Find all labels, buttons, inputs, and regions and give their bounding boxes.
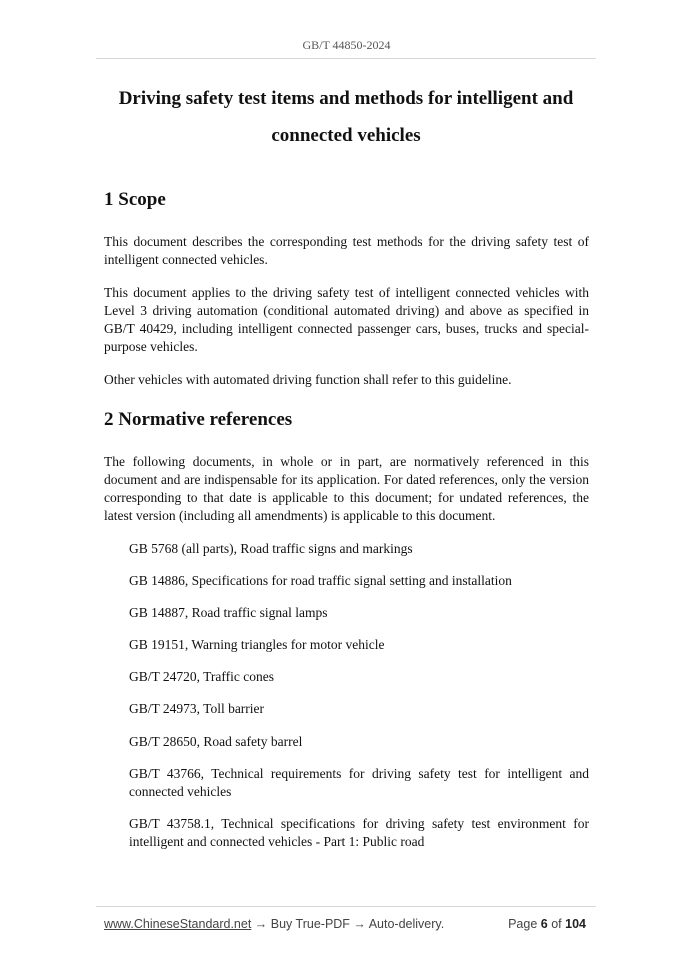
footer-divider <box>96 906 596 907</box>
reference-item-gb-14887: GB 14887, Road traffic signal lamps <box>129 605 328 620</box>
header-divider <box>96 58 596 59</box>
scope-paragraph-3: Other vehicles with automated driving function shall refer to this guideline. <box>104 372 512 387</box>
reference-item-gb-14886: GB 14886, Specifications for road traffic signal setting and installation <box>129 573 512 588</box>
website-link[interactable]: www.ChineseStandard.net <box>104 917 252 931</box>
reference-item-gbt-28650: GB/T 28650, Road safety barrel <box>129 734 303 749</box>
footer-promo-text: → Buy True-PDF → Auto-delivery. <box>251 917 445 931</box>
footer-promo <box>104 917 444 931</box>
document-title-line-1: Driving safety test items and methods for intelligent and <box>118 88 574 109</box>
page-indicator <box>508 917 586 931</box>
reference-item-gbt-43758-1: GB/T 43758.1, Technical specifications for driving safety test environment for intelligent and connected vehicles - Part 1: Public road <box>129 816 589 849</box>
document-title <box>96 80 596 154</box>
reference-item-gb-5768: GB 5768 (all parts), Road traffic signs and markings <box>129 541 413 556</box>
page-label: Page <box>508 917 538 931</box>
running-header: GB/T 44850-2024 <box>302 38 391 52</box>
document-title-line-2: connected vehicles <box>271 125 421 146</box>
page-number: 6 <box>540 917 548 931</box>
reference-item-gbt-24973: GB/T 24973, Toll barrier <box>129 701 265 716</box>
reference-item-gbt-43766: GB/T 43766, Technical requirements for driving safety test for intelligent and connected vehicles <box>129 766 589 799</box>
of-label: of <box>551 917 562 931</box>
reference-item-gb-19151: GB 19151, Warning triangles for motor vehicle <box>129 637 385 652</box>
section-heading-normative-references: 2 Normative references <box>104 409 293 430</box>
reference-item-gbt-24720: GB/T 24720, Traffic cones <box>129 669 274 684</box>
section-heading-scope: 1 Scope <box>104 189 166 210</box>
scope-paragraph-2: This document applies to the driving safety test of intelligent connected vehicles with Level 3 driving automation (conditional automated driving) and above as specified in GB/T 40429, including intelligent connected passenger cars, buses, trucks and special-purpose vehicles. <box>104 285 589 354</box>
normative-references-intro: The following documents, in whole or in part, are normatively referenced in this document and are indispensable for its application. For dated references, only the version corresponding to that date is applicable to this document; for undated references, the latest version (including all amendments) is applicable to this document. <box>104 454 589 523</box>
total-pages: 104 <box>565 917 586 931</box>
scope-paragraph-1: This document describes the corresponding test methods for the driving safety test of intelligent connected vehicles. <box>104 234 589 267</box>
